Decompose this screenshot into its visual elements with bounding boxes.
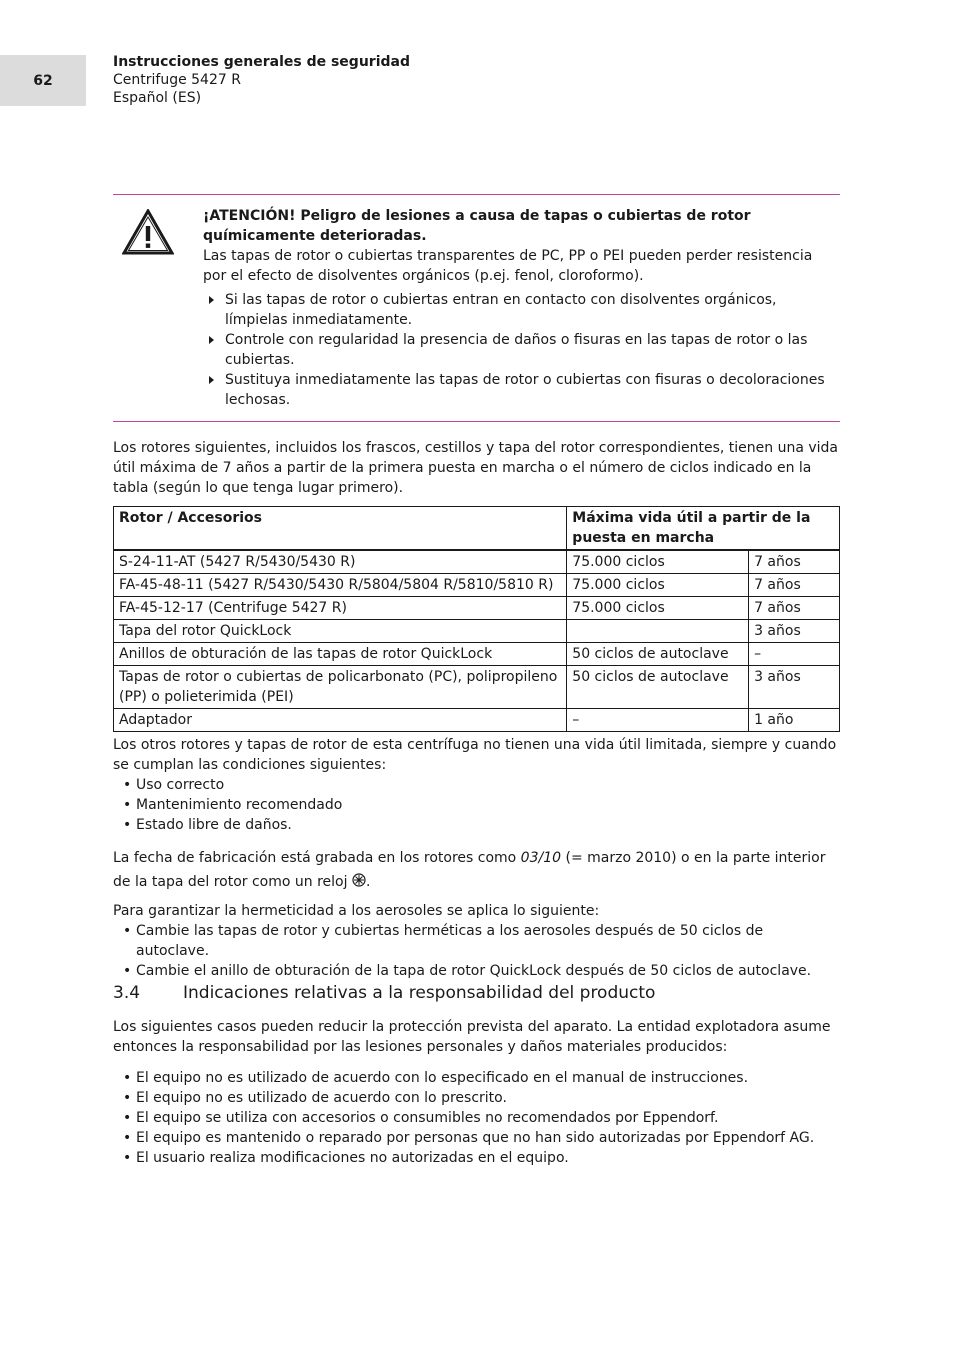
warning-action-list <box>203 290 839 410</box>
warning-triangle-icon <box>122 209 174 255</box>
table-cell <box>567 620 749 643</box>
table-row <box>114 709 840 732</box>
table-cell: 7 años <box>749 550 840 574</box>
list-item: • El equipo es mantenido o reparado por personas que no han sido autorizadas por Eppendorf AG. <box>113 1128 840 1148</box>
table-cell: 50 ciclos de autoclave <box>567 666 749 709</box>
liability-list <box>113 1068 840 1168</box>
list-item: • Cambie el anillo de obturación de la tapa de rotor QuickLock después de 50 ciclos de autoclave. <box>113 961 840 981</box>
header-title: Instrucciones generales de seguridad <box>113 54 410 70</box>
conditions-list <box>113 775 840 835</box>
table-row <box>114 620 840 643</box>
list-item: • Uso correcto <box>113 775 840 795</box>
table-header-cell: Máxima vida útil a partir de la puesta en marcha <box>567 507 840 551</box>
table-cell: Adaptador <box>114 709 567 732</box>
table-cell: 75.000 ciclos <box>567 550 749 574</box>
table-row <box>114 597 840 620</box>
table-cell: Anillos de obturación de las tapas de rotor QuickLock <box>114 643 567 666</box>
header-language: Español (ES) <box>113 90 202 106</box>
list-item: • Cambie las tapas de rotor y cubiertas herméticas a los aerosoles después de 50 ciclos de autoclave. <box>113 921 840 961</box>
warning-box <box>113 194 840 422</box>
table-cell: 75.000 ciclos <box>567 574 749 597</box>
section-heading <box>113 981 655 1005</box>
running-header <box>113 53 410 107</box>
page-number: 62 <box>0 55 86 106</box>
table-row <box>114 643 840 666</box>
clock-icon <box>352 873 366 887</box>
table-cell: 1 año <box>749 709 840 732</box>
table-cell: Tapas de rotor o cubiertas de policarbonato (PC), polipropileno (PP) o polieterimida (PEI) <box>114 666 567 709</box>
table-cell: Tapa del rotor QuickLock <box>114 620 567 643</box>
table-cell: FA-45-12-17 (Centrifuge 5427 R) <box>114 597 567 620</box>
warning-title: ¡ATENCIÓN! Peligro de lesiones a causa de tapas o cubiertas de rotor químicamente deterioradas. <box>203 208 751 244</box>
list-item: Controle con regularidad la presencia de daños o fisuras en las tapas de rotor o las cubiertas. <box>203 330 839 370</box>
list-item: • Mantenimiento recomendado <box>113 795 840 815</box>
list-item: • El equipo no es utilizado de acuerdo con lo prescrito. <box>113 1088 840 1108</box>
table-cell: 75.000 ciclos <box>567 597 749 620</box>
table-row <box>114 574 840 597</box>
section-title: Indicaciones relativas a la responsabilidad del producto <box>183 983 656 1003</box>
list-item: Sustituya inmediatamente las tapas de rotor o cubiertas con fisuras o decoloraciones lechosas. <box>203 370 839 410</box>
table-row <box>114 550 840 574</box>
table-cell: 50 ciclos de autoclave <box>567 643 749 666</box>
list-item: • Estado libre de daños. <box>113 815 840 835</box>
date-example: 03/10 <box>520 850 562 866</box>
list-item: • El usuario realiza modificaciones no autorizadas en el equipo. <box>113 1148 840 1168</box>
manufacture-date-paragraph <box>113 846 840 894</box>
table-header-cell: Rotor / Accesorios <box>114 507 567 551</box>
table-cell: – <box>567 709 749 732</box>
table-cell: 7 años <box>749 597 840 620</box>
aerosol-list <box>113 921 840 981</box>
intro-paragraph: Los rotores siguientes, incluidos los frascos, cestillos y tapa del rotor correspondientes, tienen una vida útil máxima de 7 años a partir de la primera puesta en marcha o el número de ciclos indicado en la tabla (según lo que tenga lugar primero). <box>113 440 839 496</box>
unlimited-lifetime-paragraph: Los otros rotores y tapas de rotor de esta centrífuga no tienen una vida útil limitada, siempre y cuando se cumplan las condiciones siguientes: <box>113 737 837 773</box>
list-item: Si las tapas de rotor o cubiertas entran en contacto con disolventes orgánicos, límpielas inmediatamente. <box>203 290 839 330</box>
table-cell: FA-45-48-11 (5427 R/5430/5430 R/5804/5804 R/5810/5810 R) <box>114 574 567 597</box>
warning-text <box>203 206 839 410</box>
table-cell: 3 años <box>749 620 840 643</box>
table-cell: 3 años <box>749 666 840 709</box>
warning-description: Las tapas de rotor o cubiertas transparentes de PC, PP o PEI pueden perder resistencia por el efecto de disolventes orgánicos (p.ej. fenol, cloroformo). <box>203 248 813 284</box>
date-text-end: . <box>365 874 371 890</box>
rotor-lifetime-table <box>113 506 840 732</box>
list-item: • El equipo se utiliza con accesorios o consumibles no recomendados por Eppendorf. <box>113 1108 840 1128</box>
list-item: • El equipo no es utilizado de acuerdo con lo especificado en el manual de instrucciones. <box>113 1068 840 1088</box>
section-number: 3.4 <box>113 983 141 1003</box>
header-product: Centrifuge 5427 R <box>113 72 241 88</box>
table-cell: S-24-11-AT (5427 R/5430/5430 R) <box>114 550 567 574</box>
date-text-before: La fecha de fabricación está grabada en los rotores como <box>113 850 521 866</box>
table-cell: – <box>749 643 840 666</box>
table-header-row <box>114 507 840 551</box>
table-cell: 7 años <box>749 574 840 597</box>
table-row <box>114 666 840 709</box>
section-paragraph: Los siguientes casos pueden reducir la protección prevista del aparato. La entidad explotadora asume entonces la responsabilidad por las lesiones personales y daños materiales producidos: <box>113 1019 831 1055</box>
aerosol-paragraph: Para garantizar la hermeticidad a los aerosoles se aplica lo siguiente: <box>113 903 600 919</box>
date-text-after: (= marzo 2010) o en la parte interior de la tapa del rotor como un reloj <box>113 850 826 890</box>
